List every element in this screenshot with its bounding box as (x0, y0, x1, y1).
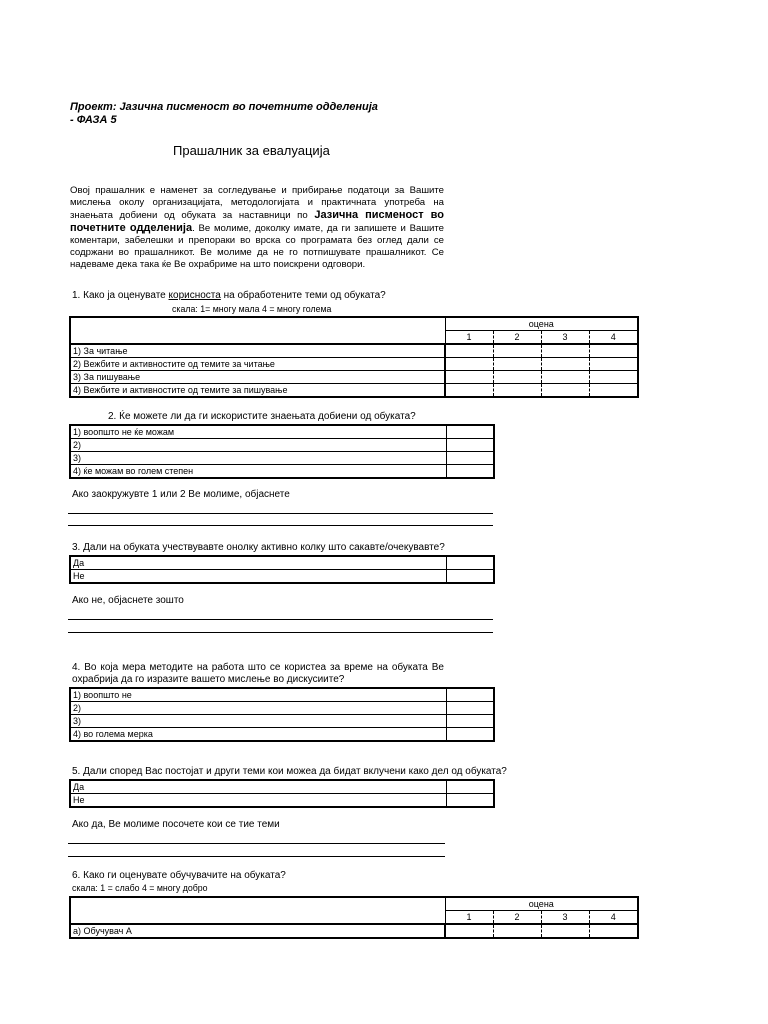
page-title: Прашалник за евалуација (173, 143, 330, 158)
q6-rating-table (69, 896, 639, 939)
q3-option-label: Не (70, 570, 446, 584)
q1-col-1: 1 (445, 331, 493, 345)
q6-col-3: 3 (541, 911, 589, 925)
q6-rating-header: оцена (445, 897, 638, 911)
q6-col-4: 4 (610, 911, 616, 922)
rating-cell[interactable] (589, 344, 638, 358)
phase-label: - ФАЗА 5 (70, 114, 117, 126)
answer-cell[interactable] (446, 702, 494, 715)
project-title: Проект: Јазична писменост во почетните одделенија (70, 101, 378, 113)
answer-line[interactable] (68, 619, 493, 620)
rating-cell[interactable] (445, 371, 493, 384)
table-row (70, 924, 638, 938)
question-3: 3. Дали на обуката учествувавте онолку активно колку што сакавте/очекувавте? (72, 542, 445, 553)
q3-answer-table (69, 555, 495, 584)
rating-cell[interactable] (493, 358, 541, 371)
q4-option-label: 4) во голема мерка (70, 728, 446, 742)
q4-answer-table (69, 687, 495, 742)
answer-line[interactable] (68, 525, 493, 526)
q5-answer-table (69, 779, 495, 808)
table-row (70, 794, 494, 808)
q2-answer-table (69, 424, 495, 479)
q1-rating-table (69, 316, 639, 398)
q6-col-2: 2 (493, 911, 541, 925)
answer-cell[interactable] (446, 728, 494, 742)
rating-cell[interactable] (589, 384, 638, 398)
q5-followup: Ако да, Ве молиме посочете кои се тие теми (72, 819, 280, 830)
answer-line[interactable] (68, 632, 493, 633)
q4-option-label: 1) воопшто не (70, 688, 446, 702)
answer-line[interactable] (68, 513, 493, 514)
q5-option-label: Не (70, 794, 446, 808)
q6-row-label: а) Обучувач А (70, 924, 445, 938)
answer-cell[interactable] (446, 452, 494, 465)
table-row (70, 715, 494, 728)
q3-followup: Ако не, објаснете зошто (72, 595, 184, 606)
rating-cell[interactable] (493, 371, 541, 384)
table-row (70, 780, 494, 794)
q4-option-label: 2) (70, 702, 446, 715)
q1-col-4: 4 (610, 331, 616, 342)
answer-cell[interactable] (446, 425, 494, 439)
q6-scale: скала: 1 = слабо 4 = многу добро (72, 883, 208, 893)
rating-cell[interactable] (541, 384, 589, 398)
q1-underlined: корисноста (168, 290, 221, 301)
rating-cell[interactable] (445, 344, 493, 358)
q5-option-label: Да (70, 780, 446, 794)
q1-text-pre: 1. Како ја оценувате (72, 290, 169, 301)
rating-cell[interactable] (589, 924, 638, 938)
q1-text-post: на обработените теми од обуката? (220, 290, 386, 301)
q4-option-label: 3) (70, 715, 446, 728)
answer-line[interactable] (68, 843, 445, 844)
intro-text-1: Овој прашалник е наменет за согледување и прибирање податоци за Вашите мислења околу организацијата, методологијата и практичната употреба на знаењата добиени од обуката за наставници по (70, 185, 444, 221)
q1-row-label: 3) За пишување (70, 371, 445, 384)
answer-cell[interactable] (446, 794, 494, 808)
intro-text-2: . Ве молиме, доколку имате, да ги запишете и Вашите коментари, забелешки и препораки во врска со програмата без оглед дали се содржани во прашалникот. Ве молиме да не го потпишувате прашалникот. Се надеваме дека така ќе Ве охрабриме на што поискрени одговори. (70, 223, 445, 270)
rating-cell[interactable] (493, 384, 541, 398)
table-row (70, 570, 494, 584)
table-row (70, 728, 494, 742)
rating-cell[interactable] (541, 344, 589, 358)
table-row (70, 371, 638, 384)
answer-cell[interactable] (446, 570, 494, 584)
rating-cell[interactable] (541, 358, 589, 371)
q2-option-label: 2) (70, 439, 446, 452)
table-row (70, 425, 494, 439)
answer-cell[interactable] (446, 556, 494, 570)
answer-cell[interactable] (446, 688, 494, 702)
answer-cell[interactable] (446, 780, 494, 794)
rating-cell[interactable] (445, 358, 493, 371)
intro-paragraph (70, 185, 444, 271)
table-row (70, 556, 494, 570)
table-row (70, 452, 494, 465)
table-row (70, 358, 638, 371)
table-row (70, 688, 494, 702)
rating-cell[interactable] (541, 371, 589, 384)
rating-cell[interactable] (589, 371, 638, 384)
question-1 (72, 290, 386, 301)
rating-cell[interactable] (445, 384, 493, 398)
table-row (70, 384, 638, 398)
q2-option-label: 1) воопшто не ќе можам (70, 425, 446, 439)
q1-scale: скала: 1= многу мала 4 = многу голема (172, 304, 332, 314)
q2-option-label: 4) ќе можам во голем степен (70, 465, 446, 479)
q1-row-label: 4) Вежбите и активностите од темите за пишување (70, 384, 445, 398)
q6-col-1: 1 (445, 911, 493, 925)
table-row (70, 465, 494, 479)
question-5: 5. Дали според Вас постојат и други теми кои можеа да бидат вклучени како дел од обуката? (72, 766, 507, 777)
rating-cell[interactable] (589, 358, 638, 371)
answer-line[interactable] (68, 856, 445, 857)
q3-option-label: Да (70, 556, 446, 570)
intro-bold-program: Јазична писменост во почетните одделенија (70, 209, 444, 234)
question-2: 2. Ќе можете ли да ги искористите знаењата добиени од обуката? (108, 411, 416, 422)
question-4: 4. Во која мера методите на работа што се користеа за време на обуката Ве охрабрија да го изразите вашето мислење во дискусиите? (72, 662, 444, 685)
rating-cell[interactable] (541, 924, 589, 938)
question-6: 6. Како ги оценувате обучувачите на обуката? (72, 870, 286, 881)
table-row (70, 702, 494, 715)
table-row (70, 344, 638, 358)
rating-cell[interactable] (493, 924, 541, 938)
answer-cell[interactable] (446, 465, 494, 479)
q1-col-2: 2 (493, 331, 541, 345)
q1-rating-header: оцена (445, 317, 638, 331)
q2-followup: Ако заокружувте 1 или 2 Ве молиме, објаснете (72, 489, 290, 500)
answer-cell[interactable] (446, 439, 494, 452)
table-row (70, 439, 494, 452)
q2-option-label: 3) (70, 452, 446, 465)
q1-col-3: 3 (541, 331, 589, 345)
answer-cell[interactable] (446, 715, 494, 728)
rating-cell[interactable] (493, 344, 541, 358)
q1-row-label: 1) За читање (70, 344, 445, 358)
q1-row-label: 2) Вежбите и активностите од темите за читање (70, 358, 445, 371)
rating-cell[interactable] (445, 924, 493, 938)
